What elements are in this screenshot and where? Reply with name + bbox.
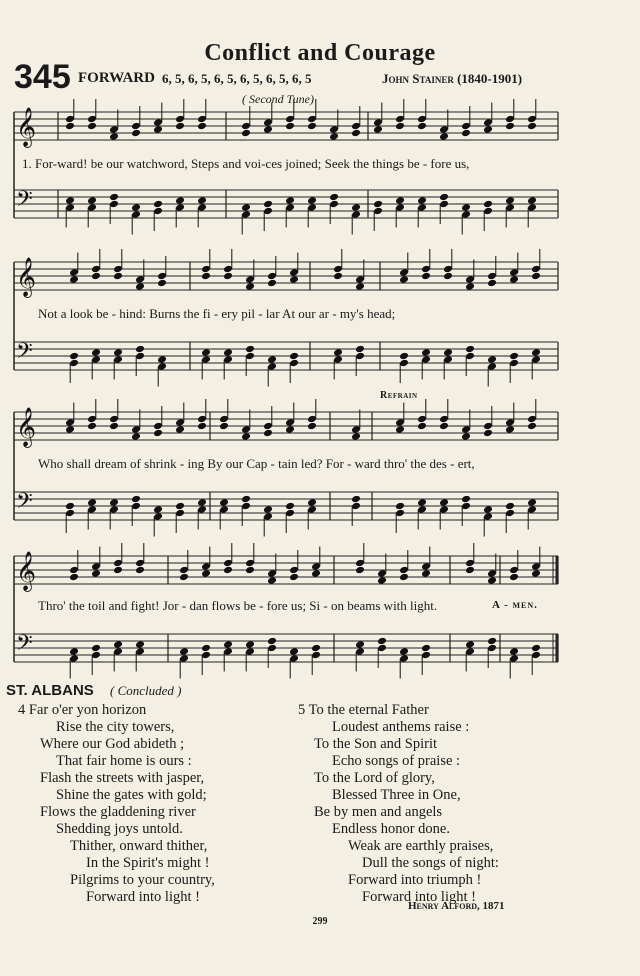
notehead (175, 196, 185, 205)
verse-line: Where our God abideth ; (40, 736, 185, 752)
amen-label: A - men. (492, 599, 538, 611)
notehead (505, 122, 515, 131)
notes (65, 99, 541, 679)
notehead (395, 502, 405, 511)
hymn-heading: Conflict and Courage (204, 40, 436, 66)
notehead (65, 502, 75, 511)
verse-4 (18, 702, 215, 906)
notehead (157, 355, 167, 364)
notehead (487, 576, 497, 585)
tune-name: FORWARD (78, 70, 155, 86)
notehead (311, 569, 321, 578)
notehead (197, 498, 207, 507)
notehead (263, 200, 273, 209)
notehead (223, 640, 233, 649)
second-tune-note: ( Second Tune) (242, 92, 314, 106)
notehead (153, 125, 163, 134)
notehead (201, 569, 211, 578)
notehead (373, 200, 383, 209)
notehead (509, 275, 519, 284)
notehead (443, 348, 453, 357)
notehead (113, 640, 123, 649)
notehead (509, 352, 519, 361)
notehead (527, 196, 537, 205)
notehead (245, 345, 255, 354)
verse-line: Shedding joys untold. (56, 821, 183, 837)
notehead (395, 122, 405, 131)
notehead (377, 576, 387, 585)
notehead (483, 125, 493, 134)
verse-line: Weak are earthly praises, (348, 838, 494, 854)
notehead (461, 129, 471, 138)
notehead (135, 345, 145, 354)
notehead (223, 272, 233, 281)
notehead (439, 132, 449, 141)
verse-line: Echo songs of praise : (332, 753, 461, 769)
verse-line: Loudest anthems raise : (332, 719, 470, 735)
notehead (465, 640, 475, 649)
notehead (399, 352, 409, 361)
notehead (461, 495, 471, 504)
notehead (355, 282, 365, 291)
notehead (505, 425, 515, 434)
notehead (461, 203, 471, 212)
notehead (465, 566, 475, 575)
notehead (245, 566, 255, 575)
notehead (527, 122, 537, 131)
notehead (355, 566, 365, 575)
notehead (175, 502, 185, 511)
notehead (219, 498, 229, 507)
notehead (461, 432, 471, 441)
treble-clef: 𝄞 (16, 407, 37, 447)
notehead (267, 279, 277, 288)
notehead (531, 569, 541, 578)
verse-line: Forward into light ! (362, 889, 476, 905)
notehead (65, 425, 75, 434)
notehead (509, 573, 519, 582)
notehead (131, 129, 141, 138)
notehead (87, 122, 97, 131)
notehead (417, 422, 427, 431)
notehead (289, 275, 299, 284)
notehead (113, 348, 123, 357)
verse-line: Shine the gates with gold; (56, 787, 207, 803)
notehead (527, 498, 537, 507)
notehead (483, 429, 493, 438)
verse-line: Dull the songs of night: (362, 855, 499, 871)
notehead (351, 203, 361, 212)
notehead (483, 200, 493, 209)
bass-clef: 𝄢 (16, 631, 33, 661)
notehead (201, 348, 211, 357)
verse-line: Forward into triumph ! (348, 872, 482, 888)
page-number: 299 (312, 916, 328, 927)
notehead (69, 352, 79, 361)
notehead (465, 282, 475, 291)
notehead (241, 203, 251, 212)
notehead (285, 196, 295, 205)
notehead (113, 566, 123, 575)
treble-clef: 𝄞 (16, 257, 37, 297)
notehead (175, 425, 185, 434)
notehead (439, 422, 449, 431)
notehead (399, 647, 409, 656)
notehead (91, 348, 101, 357)
notehead (307, 122, 317, 131)
notehead (263, 429, 273, 438)
verse-line: That fair home is ours : (56, 753, 192, 769)
notehead (131, 203, 141, 212)
bass-clef: 𝄢 (16, 339, 33, 369)
notehead (197, 196, 207, 205)
notehead (285, 502, 295, 511)
verse-line: Flows the gladdening river (40, 804, 196, 820)
barlines (14, 112, 558, 662)
notehead (241, 432, 251, 441)
notehead (65, 196, 75, 205)
notehead (153, 200, 163, 209)
notehead (439, 498, 449, 507)
verse-line: Endless honor done. (332, 821, 450, 837)
notehead (421, 569, 431, 578)
notehead (395, 196, 405, 205)
notehead (131, 495, 141, 504)
notehead (355, 345, 365, 354)
notehead (91, 644, 101, 653)
notehead (285, 122, 295, 131)
notehead (329, 132, 339, 141)
notehead (223, 566, 233, 575)
notehead (465, 345, 475, 354)
notehead (267, 355, 277, 364)
notehead (421, 348, 431, 357)
st-albans-title: ST. ALBANS (6, 682, 94, 699)
notehead (355, 640, 365, 649)
notehead (505, 196, 515, 205)
author-credit: Henry Alford, 1871 (408, 900, 505, 912)
notehead (91, 272, 101, 281)
notehead (263, 125, 273, 134)
verse-line: Be by men and angels (314, 804, 443, 820)
notehead (109, 132, 119, 141)
notehead (487, 637, 497, 646)
notehead (87, 196, 97, 205)
notehead (417, 122, 427, 131)
notehead (87, 498, 97, 507)
notehead (197, 422, 207, 431)
notehead (289, 573, 299, 582)
composer: John Stainer (1840-1901) (382, 71, 523, 86)
notehead (421, 272, 431, 281)
notehead (483, 505, 493, 514)
notehead (373, 125, 383, 134)
notehead (377, 637, 387, 646)
notehead (307, 422, 317, 431)
treble-clef: 𝄞 (16, 551, 37, 591)
lyric-line-3: Who shall dream of shrink - ing By our Cap - tain led? For - ward thro' the des - ert, (38, 456, 475, 471)
verse-line: Forward into light ! (86, 889, 200, 905)
notehead (135, 282, 145, 291)
notehead (113, 272, 123, 281)
notehead (487, 279, 497, 288)
notehead (197, 122, 207, 131)
notehead (241, 495, 251, 504)
notehead (69, 647, 79, 656)
notehead (109, 193, 119, 202)
bass-clef: 𝄢 (16, 187, 33, 217)
notehead (109, 422, 119, 431)
verse-line: To the Son and Spirit (314, 736, 438, 752)
notehead (351, 495, 361, 504)
notehead (245, 640, 255, 649)
notehead (351, 432, 361, 441)
meter: 6, 5, 6, 5, 6, 5, 6, 5, 6, 5, 6, 5 (162, 71, 312, 86)
notehead (311, 644, 321, 653)
lyric-line-2: Not a look be - hind: Burns the fi - ery pil - lar At our ar - my's head; (38, 306, 396, 321)
notehead (263, 505, 273, 514)
notehead (135, 566, 145, 575)
verse-line: Flash the streets with jasper, (40, 770, 205, 786)
lyric-line-1: 1. For-ward! be our watchword, Steps and voi-ces joined; Seek the things be - fore us, (22, 156, 470, 171)
notehead (289, 352, 299, 361)
notehead (329, 193, 339, 202)
notehead (157, 279, 167, 288)
notehead (131, 432, 141, 441)
notehead (109, 498, 119, 507)
notehead (201, 272, 211, 281)
notehead (65, 122, 75, 131)
notehead (333, 348, 343, 357)
notehead (267, 637, 277, 646)
notehead (179, 573, 189, 582)
notehead (91, 569, 101, 578)
notehead (439, 193, 449, 202)
notehead (201, 644, 211, 653)
notehead (289, 647, 299, 656)
notehead (219, 422, 229, 431)
notehead (285, 425, 295, 434)
notehead (509, 647, 519, 656)
hymn-number: 345 (14, 58, 71, 96)
notehead (135, 640, 145, 649)
st-albans-subtitle: ( Concluded ) (110, 683, 182, 698)
notehead (395, 425, 405, 434)
verse-line: 4 Far o'er yon horizon (18, 702, 147, 718)
verse-line: Pilgrims to your country, (70, 872, 215, 888)
verse-line: Blessed Three in One, (332, 787, 461, 803)
refrain-label: Refrain (380, 390, 418, 401)
notehead (417, 196, 427, 205)
notehead (153, 429, 163, 438)
notehead (417, 498, 427, 507)
verse-line: Rise the city towers, (56, 719, 175, 735)
verse-line: In the Spirit's might ! (86, 855, 210, 871)
notehead (399, 573, 409, 582)
notehead (69, 275, 79, 284)
notehead (531, 348, 541, 357)
notehead (351, 129, 361, 138)
notehead (87, 422, 97, 431)
notehead (179, 647, 189, 656)
notehead (531, 644, 541, 653)
verse-line: Thither, onward thither, (70, 838, 208, 854)
notehead (421, 644, 431, 653)
notehead (505, 502, 515, 511)
verse-line: To the Lord of glory, (314, 770, 435, 786)
notehead (153, 505, 163, 514)
notehead (443, 272, 453, 281)
notehead (333, 272, 343, 281)
notehead (223, 348, 233, 357)
notehead (69, 573, 79, 582)
notehead (487, 355, 497, 364)
notehead (245, 282, 255, 291)
notehead (307, 498, 317, 507)
bass-clef: 𝄢 (16, 489, 33, 519)
staff-lines (14, 112, 558, 662)
notehead (241, 129, 251, 138)
notehead (531, 272, 541, 281)
notehead (175, 122, 185, 131)
notehead (307, 196, 317, 205)
treble-clef: 𝄞 (16, 107, 37, 147)
verse-line: 5 To the eternal Father (298, 702, 429, 718)
verse-5 (298, 702, 499, 906)
lyric-line-4: Thro' the toil and fight! Jor - dan flows be - fore us; Si - on beams with light. (38, 598, 438, 613)
notehead (267, 576, 277, 585)
notehead (399, 275, 409, 284)
notehead (527, 422, 537, 431)
